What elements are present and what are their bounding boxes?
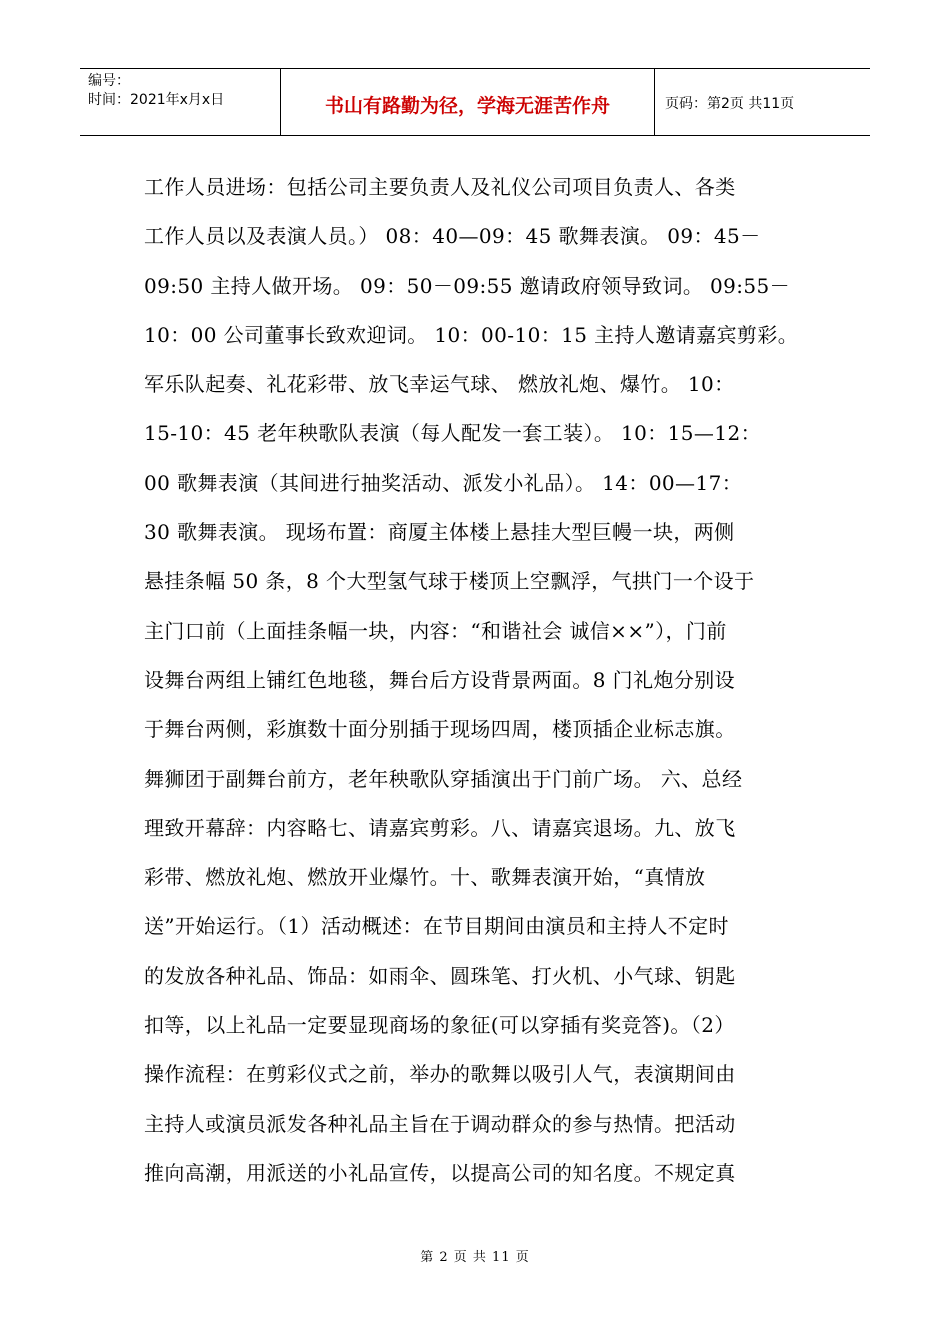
header-page-cell [655,69,870,135]
body-line: 设舞台两组上铺红色地毯，舞台后方设背景两面。8 门礼炮分别设 [144,667,736,692]
body-line: 09:50 主持人做开场。 09：50－09:55 邀请政府领导致词。 09:55－ [144,273,791,298]
body-line: 工作人员以及表演人员。） 08：40—09：45 歌舞表演。 09：45－ [144,224,761,249]
body-line: 15-10：45 老年秧歌队表演（每人配发一套工装）。 10：15—12： [144,421,761,446]
body-line: 工作人员进场：包括公司主要负责人及礼仪公司项目负责人、各类 [144,175,736,199]
body-line: 操作流程：在剪彩仪式之前，举办的歌舞以吸引人气，表演期间由 [144,1062,736,1087]
body-line: 悬挂条幅 50 条，8 个大型氢气球于楼顶上空飘浮，气拱门一个设于 [144,569,755,594]
motto-text: 书山有路勤为径，学海无涯苦作舟 [324,94,610,117]
body-line: 理致开幕辞：内容略七、请嘉宾剪彩。八、请嘉宾退场。九、放飞 [144,815,736,840]
body-line: 扣等，以上礼品一定要显现商场的象征(可以穿插有奖竞答)。（2） [144,1013,735,1038]
number-label: 编号： [88,73,130,89]
body-line: 主门口前（上面挂条幅一块，内容：“和谐社会 诚信××”），门前 [144,618,727,643]
page-footer [0,1246,950,1265]
page-label: 页码：第2页 共11页 [665,96,795,112]
body-line: 于舞台两侧，彩旗数十面分别插于现场四周，楼顶插企业标志旗。 [144,717,736,742]
header-motto-cell [281,69,655,135]
footer-page-number: 第 2 页 共 11 页 [420,1250,530,1265]
body-line: 送”开始运行。（1）活动概述：在节目期间由演员和主持人不定时 [144,914,729,939]
document-body [144,163,820,1198]
document-header [80,68,870,136]
body-line: 30 歌舞表演。 现场布置：商厦主体楼上悬挂大型巨幔一块，两侧 [144,520,735,545]
body-line: 彩带、燃放礼炮、燃放开业爆竹。十、歌舞表演开始，“真情放 [144,865,706,890]
time-label: 时间：2021年x月x日 [88,92,225,108]
body-line: 10：00 公司董事长致欢迎词。 10：00-10：15 主持人邀请嘉宾剪彩。 [144,322,799,347]
body-line: 军乐队起奏、礼花彩带、放飞幸运气球、 燃放礼炮、爆竹。 10： [144,372,735,397]
body-line: 主持人或演员派发各种礼品主旨在于调动群众的参与热情。把活动 [144,1111,736,1136]
body-line: 推向高潮，用派送的小礼品宣传，以提高公司的知名度。不规定真 [144,1160,736,1185]
body-line: 的发放各种礼品、饰品：如雨伞、圆珠笔、打火机、小气球、钥匙 [144,963,736,988]
body-line: 00 歌舞表演（其间进行抽奖活动、派发小礼品）。 14：00—17： [144,470,743,495]
body-line: 舞狮团于副舞台前方，老年秧歌队穿插演出于门前广场。 六、总经 [144,766,743,791]
header-meta-cell [80,69,281,135]
